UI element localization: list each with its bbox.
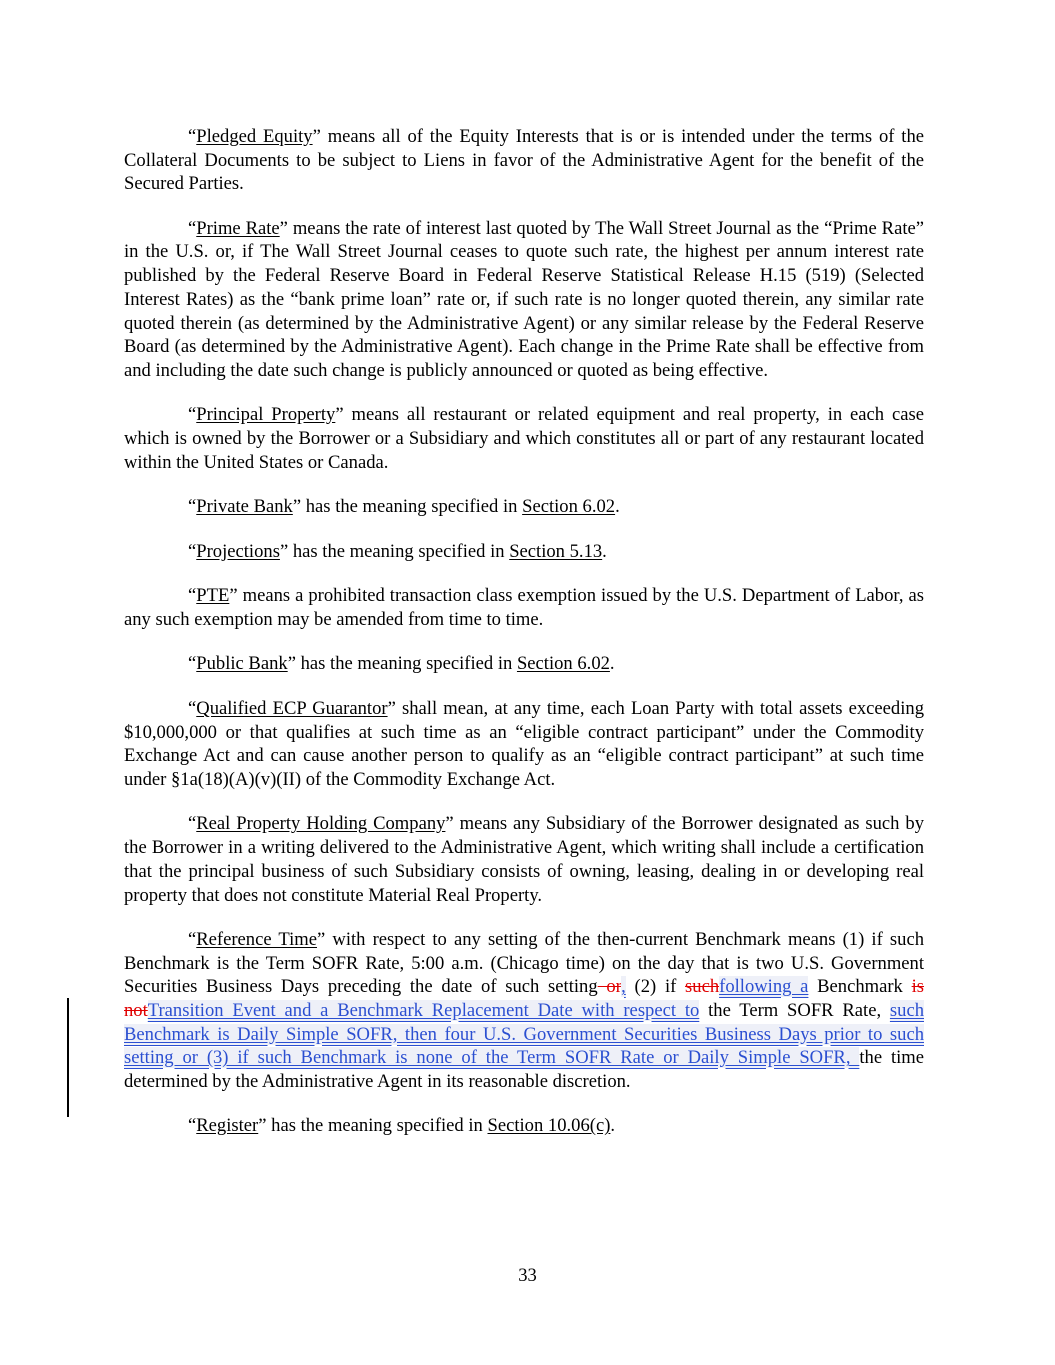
definition-pledged-equity: “Pledged Equity” means all of the Equity Interests that is or is intended under the terms of the Collateral Documents to be subject to Liens in favor of the Administrative Agent for the benefit of the Secured Parties. xyxy=(124,126,924,195)
definition-real-property-holding-company: “Real Property Holding Company” means any Subsidiary of the Borrower designated as such by the Borrower in a writing delivered to the Administrative Agent, which writing shall include a certification that the principal business of such Subsidiary consists of owning, leasing, dealing in or developing real property that does not constitute Material Real Property. xyxy=(124,813,924,906)
definition-text: means all restaurant or related equipment and real property, in each case which is owned by the Borrower or a Subsidiary and which constitutes all or part of any restaurant located within the United States or Canada. xyxy=(124,404,925,473)
page-number: 33 xyxy=(518,1265,537,1286)
definition-text: with respect to any setting of the then-current Benchmark means (1) if such Benchmark is the Term SOFR Rate, 5:00 a.m. (Chicago time) on the day that is two U.S. Government Securities Business Days preceding the date of such setting xyxy=(124,928,924,998)
definition-text: means any Subsidiary of the Borrower designated as such by the Borrower in a writing delivered to the Administrative Agent, which writing shall include a certification that the principal business of such Subsidiary consists of owning, leasing, dealing in or developing real property that does not constitute Material Real Property. xyxy=(124,813,924,906)
defined-term: Public Bank xyxy=(196,653,288,675)
definition-reference-time: “Reference Time” with respect to any setting of the then-current Benchmark means (1) if such Benchmark is the Term SOFR Rate, 5:00 a.m. (Chicago time) on the day that is two U.S. Government Securities Business Days preceding the date of such setting or, (2) if suchfollowing a Benchmark is notTransition Event and a Benchmark Replacement Date with respect to the Term SOFR Rate, such Benchmark is Daily Simple SOFR, then four U.S. Government Securities Business Days prior to such setting or (3) if such Benchmark is none of the Term SOFR Rate or Daily Simple SOFR, the time determined by the Administrative Agent in its reasonable discretion. xyxy=(124,928,924,1093)
definition-prime-rate: “Prime Rate” means the rate of interest last quoted by The Wall Street Journal as the “Prime Rate” in the U.S. or, if The Wall Street Journal ceases to quote such rate, the highest per annum interest rate published by the Federal Reserve Board in Federal Reserve Statistical Release H.15 (519) (Selected Interest Rates) as the “bank prime loan” rate or, if such rate is no longer quoted therein, any similar rate quoted therein (as determined by the Administrative Agent) or any similar release by the Federal Reserve Board (as determined by the Administrative Agent). Each change in the Prime Rate shall be effective from and including the date such change is publicly announced or quoted as being effective. xyxy=(124,217,924,381)
definition-text: has the meaning specified in xyxy=(301,495,523,517)
deleted-text: or xyxy=(597,976,622,998)
deleted-text: such xyxy=(685,976,720,998)
definition-text: means a prohibited transaction class exemption issued by the U.S. Department of Labor, as any such exemption may be amended from time to time. xyxy=(124,585,924,631)
defined-term: Real Property Holding Company xyxy=(196,813,446,835)
definition-text: has the meaning specified in xyxy=(288,540,510,562)
definition-register: “Register” has the meaning specified in Section 10.06(c). xyxy=(188,1115,616,1137)
inserted-text: such Benchmark is Daily Simple SOFR, then four U.S. Government Securities Business Days prior to such setting or (3) if such Benchmark is none of the Term SOFR Rate or Daily Simple SOFR, xyxy=(124,999,924,1069)
defined-term: Projections xyxy=(196,540,280,562)
inserted-text: following a xyxy=(719,976,809,998)
definition-text: has the meaning specified in xyxy=(295,653,517,675)
inserted-text: , xyxy=(621,976,626,998)
defined-term: Qualified ECP Guarantor xyxy=(196,698,388,720)
defined-term: PTE xyxy=(196,585,230,607)
definition-principal-property: “Principal Property” means all restaurant or related equipment and real property, in each case which is owned by the Borrower or a Subsidiary and which constitutes all or part of any restaurant located within the United States or Canada. xyxy=(124,404,925,473)
defined-term: Private Bank xyxy=(196,495,293,517)
definition-text: has the meaning specified in xyxy=(266,1115,488,1137)
section-reference: Section 6.02 xyxy=(522,495,616,517)
definition-public-bank: “Public Bank” has the meaning specified in Section 6.02. xyxy=(188,653,615,675)
definition-text: means the rate of interest last quoted by The Wall Street Journal as the “Prime Rate” in the U.S. or, if The Wall Street Journal ceases to quote such rate, the highest per annum interest rate published by the Federal Reserve Board in Federal Reserve Statistical Release H.15 (519) (Selected Interest Rates) as the “bank prime loan” rate or, if such rate is no longer quoted therein, any similar rate quoted therein (as determined by the Administrative Agent) or any similar release by the Federal Reserve Board (as determined by the Administrative Agent). Each change in the Prime Rate shall be effective from and including the date such change is publicly announced or quoted as being effective. xyxy=(124,217,924,381)
defined-term: Register xyxy=(196,1115,259,1137)
section-reference: Section 5.13 xyxy=(509,540,603,562)
defined-term: Principal Property xyxy=(196,404,336,426)
definition-text: the time determined by the Administrative Agent in its reasonable discretion. xyxy=(124,1047,924,1093)
definition-text: means all of the Equity Interests that is or is intended under the terms of the Collateral Documents to be subject to Liens in favor of the Administrative Agent for the benefit of the Secured Parties. xyxy=(124,126,924,195)
definition-private-bank: “Private Bank” has the meaning specified in Section 6.02. xyxy=(188,495,620,517)
definition-text: (2) if xyxy=(625,976,686,998)
defined-term: Pledged Equity xyxy=(196,126,313,147)
inserted-text: Transition Event and a Benchmark Replacement Date with respect to xyxy=(147,999,700,1021)
definition-qualified-ecp-guarantor: “Qualified ECP Guarantor” shall mean, at any time, each Loan Party with total assets exceeding $10,000,000 or that qualifies at such time as an “eligible contract participant” under the Commodity Exchange Act and can cause another person to qualify as an “eligible contract participant” at such time under §1a(18)(A)(v)(II) of the Commodity Exchange Act. xyxy=(124,698,924,791)
section-reference: Section 10.06(c) xyxy=(487,1115,611,1137)
definition-text: the Term SOFR Rate, xyxy=(699,999,890,1021)
deleted-text: is not xyxy=(124,976,924,1021)
definition-projections: “Projections” has the meaning specified in Section 5.13. xyxy=(188,540,607,562)
document-page xyxy=(124,125,924,1159)
defined-term: Prime Rate xyxy=(196,217,280,239)
definition-text: Benchmark xyxy=(808,976,912,998)
defined-term: Reference Time xyxy=(196,928,317,950)
definition-text: shall mean, at any time, each Loan Party with total assets exceeding $10,000,000 or that qualifies at such time as an “eligible contract participant” under the Commodity Exchange Act and can cause another person to qualify as an “eligible contract participant” at such time under §1a(18)(A)(v)(II) of the Commodity Exchange Act. xyxy=(124,698,924,791)
definition-pte: “PTE” means a prohibited transaction class exemption issued by the U.S. Department of Labor, as any such exemption may be amended from time to time. xyxy=(124,585,924,631)
section-reference: Section 6.02 xyxy=(516,653,610,675)
revision-change-bar xyxy=(67,998,69,1117)
